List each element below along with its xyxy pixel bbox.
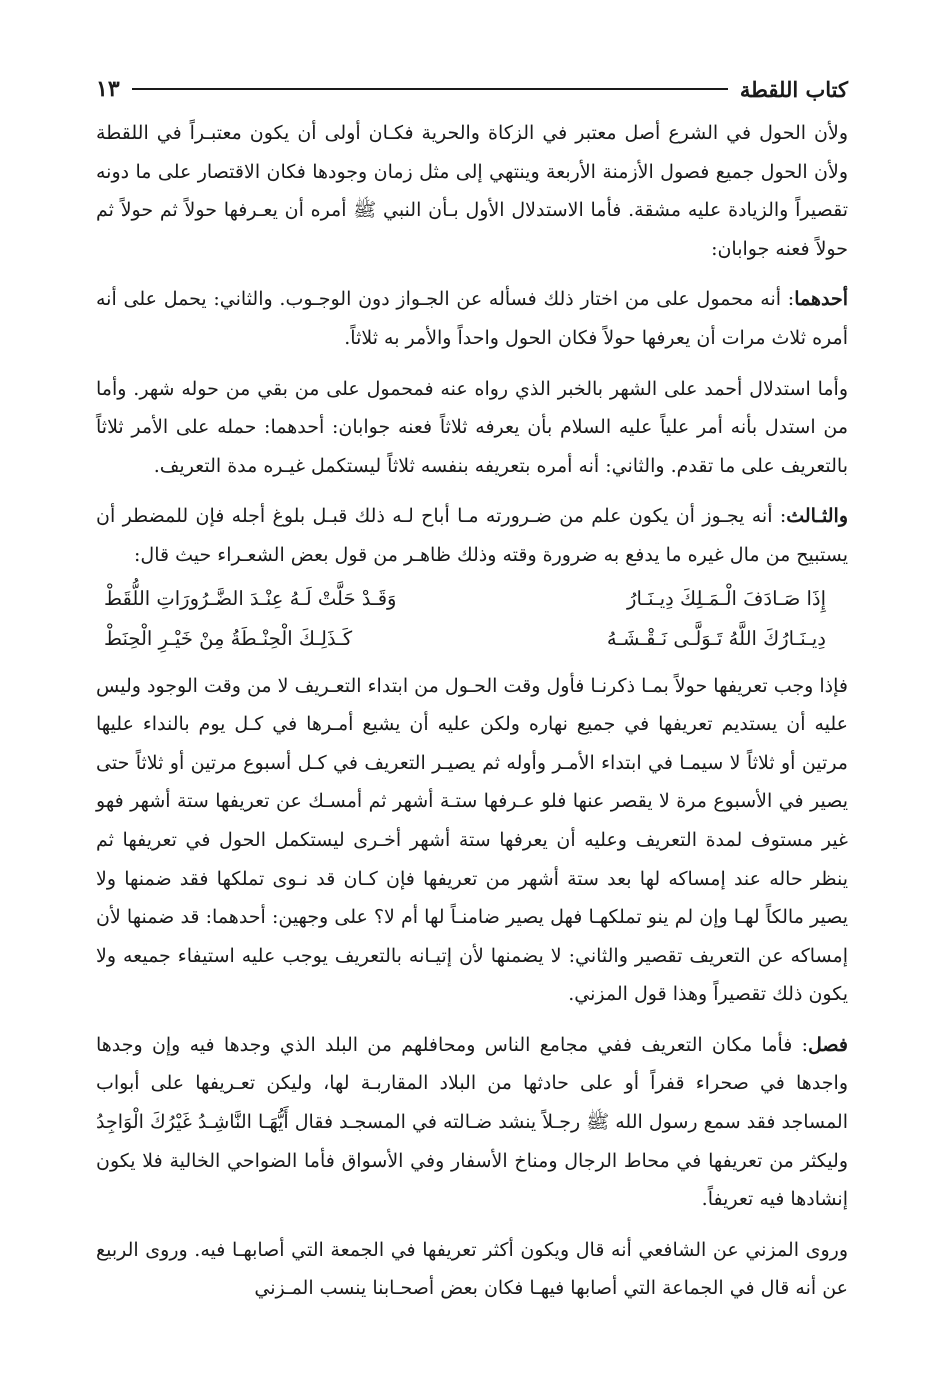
paragraph-lead: أحدهما <box>794 288 848 311</box>
paragraph-lead: والثـالث <box>786 505 849 528</box>
paragraph-text: ولأن الحول في الشرع أصل معتبر في الزكاة والحرية فكـان أولى أن يكون معتبـراً في اللقطة ولأن الحول جميع فصول الأزمنة الأربعة وينتهي إلى مثل زمان وجودها فكان الاقتصار على ما دونه تقصيراً والزيادة عليه مشقة. فأما الاستدلال الأول بـأن النبي ﷺ أمره أن يعـرفها حولاً ثم حولاً ثم حولاً فعنه جوابان: <box>96 122 849 260</box>
paragraph-lead: فصل <box>808 1033 848 1056</box>
header-rule <box>132 88 728 90</box>
paragraph-text: وأما استدلال أحمد على الشهر بالخبر الذي رواه عنه فمحمول على من بقي من حوله شهر. وأما من استدل بأنه أمر علياً عليه السلام بأن يعرفه ثلاثاً فعنه جوابان: أحدهما: حمله على الأمر ثلاثاً بالتعريف على ما تقدم. والثاني: أنه أمره بتعريفه بنفسه ثلاثاً ليستكمل غيـره مدة التعريف. <box>96 377 848 477</box>
verse-line-1 <box>96 579 848 619</box>
paragraph-text: وروى المزني عن الشافعي أنه قال ويكون أكثر تعريفها في الجمعة التي أصابهـا فيه. وروى الربيع عن أنه قال في الجماعة التي أصابها فيهـا فكان بعض أصحـابنا ينسب المـزني <box>96 1238 849 1300</box>
paragraph-text: : أنه يجـوز أن يكون علم من ضـرورته مـا أباح لـه ذلك قبـل بلوغ أجله فإن للمضطر أن يستبيح من مال غيره ما يدفع به ضرورة وقته وذلك ظاهـر من قول بعض الشعـراء حيث قال: <box>96 505 848 566</box>
running-header <box>96 72 848 106</box>
verse-first-hemistich: إِذَا صَـادَفَ الْـمَـلِكَ دِيـنَـارُ <box>627 586 826 610</box>
poem-verse <box>96 579 848 659</box>
paragraph-text: فإذا وجب تعريفها حولاً بمـا ذكرنـا فأول وقت الحـول من ابتداء التعـريف لا من وقت الوجود وليس عليه أن يستديم تعريفها في جميع نهاره ولكن عليه أن يشيع أمـرها في كـل يوم بالنداء عليها مرتين أو ثلاثاً لا سيمـا في ابتداء الأمـر وأوله ثم يصيـر التعريف في كـل أسبوع مرتين أو ثلاثاً حتى يصير في الأسبوع مرة لا يقصر عنها فلو عـرفها ستـة أشهر ثم أمسـك عن تعريفها ستة أشهر فهو غير مستوف لمدة التعريف وعليه أن يعرفها ستة أشهر أخـرى ليستكمل الحول في تعريفها ثم ينظر حاله عند إمساكه لها بعد ستة أشهر من تعريفها فإن كـان قد نـوى تملكها فقد ضمنها ولا يصير مالكاً لهـا وإن لم ينو تملكهـا فهل يصير ضامنـاً لها أم لا؟ على وجهين: أحدهما: قد ضمنها لأن إمساكه عن التعريف تقصير والثاني: لا يضمنها لأن إتيـانه بالتعريف يوجب عليه استيفاء جميعه ولا يكون ذلك تقصيراً وهذا قول المزني. <box>96 674 848 1006</box>
verse-line-2 <box>96 619 848 659</box>
book-title: كتاب اللقطة <box>739 76 848 102</box>
verse-second-hemistich: وَقَـدْ حَلَّتْ لَـهُ عِنْـدَ الضَّـرُورَاتِ اللُّقَطْ <box>104 586 397 610</box>
paragraph-1 <box>96 114 848 268</box>
paragraph-7 <box>96 1231 848 1308</box>
verse-second-hemistich: كَـذَلِـكَ الْحِنْـطَةُ مِنْ خَيْـرِ الْحِنَطْ <box>104 626 353 650</box>
paragraph-2 <box>96 280 848 357</box>
paragraph-4 <box>96 497 848 574</box>
paragraph-5 <box>96 667 848 1014</box>
paragraph-text: : فأما مكان التعريف ففي مجامع الناس ومحافلهم من البلد الذي وجدها فيه وإن وجدها واجدها في صحراء قفراً أو على حادثها من البلاد المقاربـة لها، وليكن تعـريفها على أبواب المساجد فقد سمع رسول الله ﷺ رجـلاً ينشد ضـالته في المسجـد فقال أَيُّهَـا النَّاشِـدُ غَيْرُكَ الْوَاجِدُ وليكثر من تعريفها في محاط الرجال ومناخ الأسفار وفي الأسواق فأما الضواحي الخالية فلا يكون إنشادها فيه تعريفاً. <box>96 1033 848 1211</box>
verse-first-hemistich: دِيـنَـارُكَ اللَّهُ تَـوَلَّـى نَـقْـشَـهُ <box>606 626 826 650</box>
page-number: ١٣ <box>96 76 120 102</box>
paragraph-3 <box>96 370 848 486</box>
paragraph-6 <box>96 1026 848 1219</box>
paragraph-text: : أنه محمول على من اختار ذلك فسأله عن الجـواز دون الوجـوب. والثاني: يحمل على أنه أمره ثلاث مرات أن يعرفها حولاً فكان الحول واحداً والأمر به ثلاثاً. <box>96 288 848 349</box>
